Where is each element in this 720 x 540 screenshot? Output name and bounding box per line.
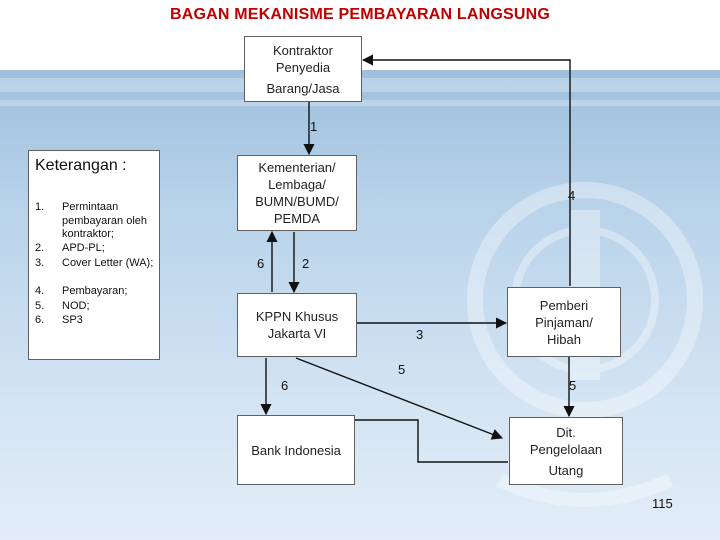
node-kontraktor-line: Barang/Jasa xyxy=(266,80,340,96)
arrow-label-5: 5 xyxy=(569,378,577,393)
arrow-label-6: 6 xyxy=(257,256,265,271)
node-dit-line: Utang xyxy=(548,462,584,478)
node-kontraktor-line: Penyedia xyxy=(275,59,331,75)
node-bank-indonesia-line: Bank Indonesia xyxy=(251,442,341,458)
legend-item-text: Cover Letter (WA); xyxy=(62,257,154,269)
node-kementerian-line: Kementerian/ xyxy=(258,160,336,175)
node-kementerian-line: Lembaga/ xyxy=(268,177,326,192)
legend-item-text: Pembayaran; xyxy=(62,285,128,297)
arrow-label-2: 2 xyxy=(302,256,310,271)
node-kontraktor-line: Kontraktor xyxy=(273,42,333,58)
arrow-label-6: 6 xyxy=(281,378,289,393)
node-kementerian-line: BUMN/BUMD/ xyxy=(255,194,339,209)
node-pemberi-line: Pinjaman/ xyxy=(535,314,593,330)
legend-item-text: APD-PL; xyxy=(62,242,105,254)
node-bank-indonesia xyxy=(237,415,355,485)
arrow-label-4: 4 xyxy=(568,188,576,203)
node-dit-pengelolaan-utang xyxy=(509,417,623,485)
node-pemberi-line: Hibah xyxy=(547,331,581,347)
arrow-label-1: 1 xyxy=(310,119,318,134)
legend-item-text: SP3 xyxy=(62,314,83,326)
legend-item-number: 6. xyxy=(35,314,45,326)
node-dit-line: Dit. xyxy=(556,424,576,440)
legend-item-number: 1. xyxy=(35,201,45,213)
node-kontraktor xyxy=(244,36,362,102)
node-dit-line: Pengelolaan xyxy=(529,441,603,457)
legend-item-number: 3. xyxy=(35,257,45,269)
node-pemberi-line: Pemberi xyxy=(539,297,589,313)
node-kppn-line: Jakarta VI xyxy=(267,326,327,341)
arrow-label-3: 3 xyxy=(416,327,424,342)
legend-item-number: 5. xyxy=(35,300,45,312)
legend-panel xyxy=(28,150,160,360)
legend-item-text: Permintaan pembayaran oleh kontraktor; xyxy=(62,201,148,240)
legend-item-number: 2. xyxy=(35,242,45,254)
node-kementerian-line: PEMDA xyxy=(273,211,321,226)
page-number: 115 xyxy=(652,496,673,511)
legend-title: Keterangan : xyxy=(35,157,127,174)
diagram-title: BAGAN MEKANISME PEMBAYARAN LANGSUNG xyxy=(169,6,551,23)
legend-item-number: 4. xyxy=(35,285,45,297)
arrow-label-5: 5 xyxy=(398,362,406,377)
node-pemberi xyxy=(507,287,621,357)
legend-item-text: NOD; xyxy=(62,300,90,312)
node-kementerian xyxy=(237,155,357,231)
node-kppn xyxy=(237,293,357,357)
node-kppn-line: KPPN Khusus xyxy=(255,309,339,324)
arrow-4 xyxy=(363,60,570,286)
